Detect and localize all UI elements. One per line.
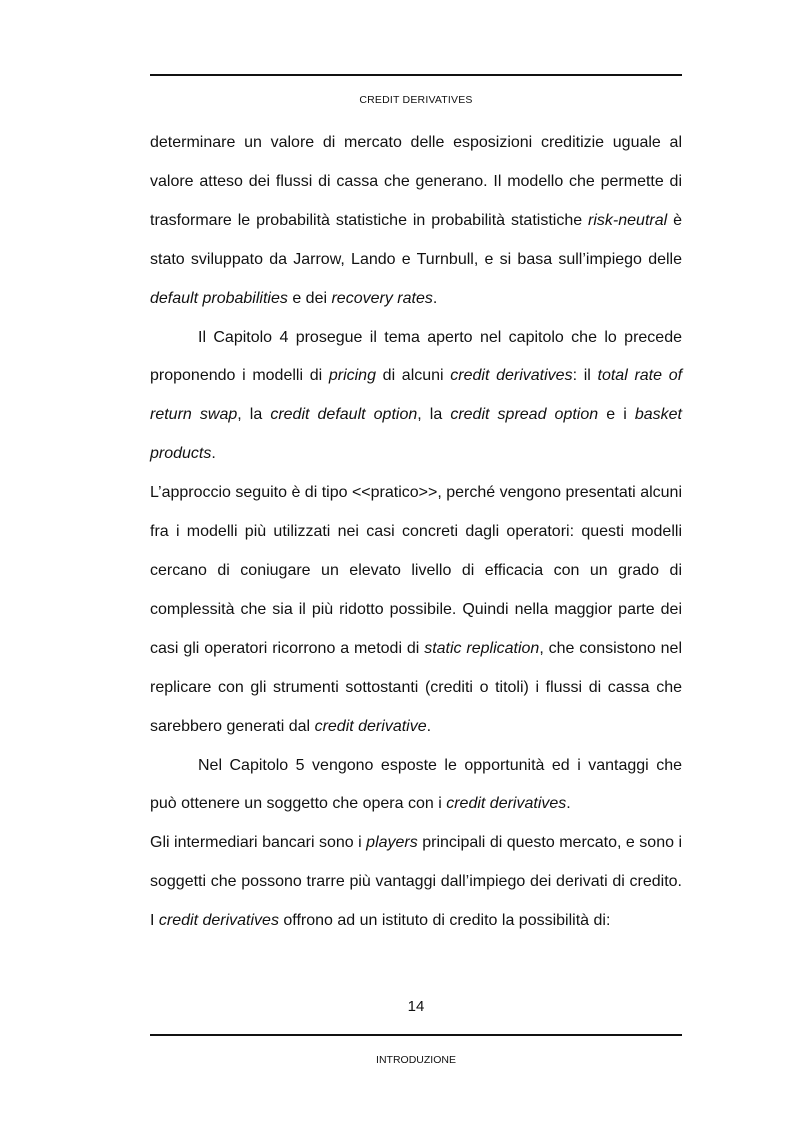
italic-term: credit default option [270, 406, 418, 424]
text-span: principali di questo mercato, e sono i soggetti che possono trarre più vantaggi dall’impiego dei derivati di credito. I [150, 834, 682, 930]
text-span: . [432, 289, 438, 307]
text-span: offrono ad un istituto di credito la possibilità di: [278, 912, 611, 930]
italic-term: credit derivatives [450, 367, 573, 385]
text-span: , la [417, 406, 451, 424]
italic-term: default probabilities [150, 289, 288, 307]
italic-term: players [366, 834, 418, 852]
text-span: L’approccio seguito è di tipo <<pratico>>, perché vengono presentati alcuni fra i modelli più utilizzati nei casi concreti dagli operatori: questi modelli cercano di coniugare un elevato livello di efficacia con un grado di complessità che sia il più ridotto possibile. Quindi nella maggior parte dei casi gli operatori ricorrono a metodi di [150, 484, 682, 657]
text-span: Il Capitolo 4 prosegue il tema aperto nel capitolo che lo precede proponendo i modelli di [150, 328, 682, 385]
italic-term: pricing [328, 367, 376, 385]
italic-term: credit derivatives [446, 795, 567, 813]
page-number: 14 [407, 998, 425, 1015]
running-footer: INTRODUZIONE [376, 1054, 456, 1066]
text-span: e dei [287, 289, 332, 307]
italic-term: basket products [150, 406, 682, 463]
italic-term: credit derivative [314, 717, 427, 735]
text-span: . [426, 717, 432, 735]
running-header: CREDIT DERIVATIVES [359, 94, 473, 106]
footer-rule [150, 1034, 682, 1036]
paragraph [150, 319, 682, 475]
italic-term: credit spread option [450, 406, 599, 424]
text-span: determinare un valore di mercato delle esposizioni creditizie uguale al valore atteso dei flussi di cassa che generano. Il modello che permette di trasformare le probabilità statistiche in probabilità statistiche [150, 134, 682, 229]
text-span: . [566, 795, 571, 813]
italic-term: static replication [424, 639, 540, 657]
text-span: e i [598, 406, 635, 424]
paragraph [150, 747, 682, 825]
header-rule [150, 74, 682, 76]
paragraph [150, 824, 682, 941]
body-text [150, 124, 682, 941]
paragraph [150, 474, 682, 746]
text-span: Gli intermediari bancari sono i [150, 834, 367, 852]
italic-term: credit derivatives [158, 912, 279, 930]
text-span: : il [572, 367, 598, 385]
text-span: è stato sviluppato da Jarrow, Lando e Turnbull, e si basa sull’impiego delle [150, 211, 682, 268]
text-span: . [211, 445, 216, 463]
text-span: di alcuni [375, 367, 451, 385]
italic-term: risk-neutral [588, 211, 668, 229]
text-span: , la [237, 406, 271, 424]
italic-term: recovery rates [331, 289, 433, 307]
text-span: , che consistono nel replicare con gli strumenti sottostanti (crediti o titoli) i flussi di cassa che sarebbero generati dal [150, 639, 683, 735]
text-span: Nel Capitolo 5 vengono esposte le opportunità ed i vantaggi che può ottenere un soggetto che opera con i [150, 756, 682, 813]
paragraph [150, 124, 682, 319]
italic-term: total rate of return swap [150, 367, 683, 424]
